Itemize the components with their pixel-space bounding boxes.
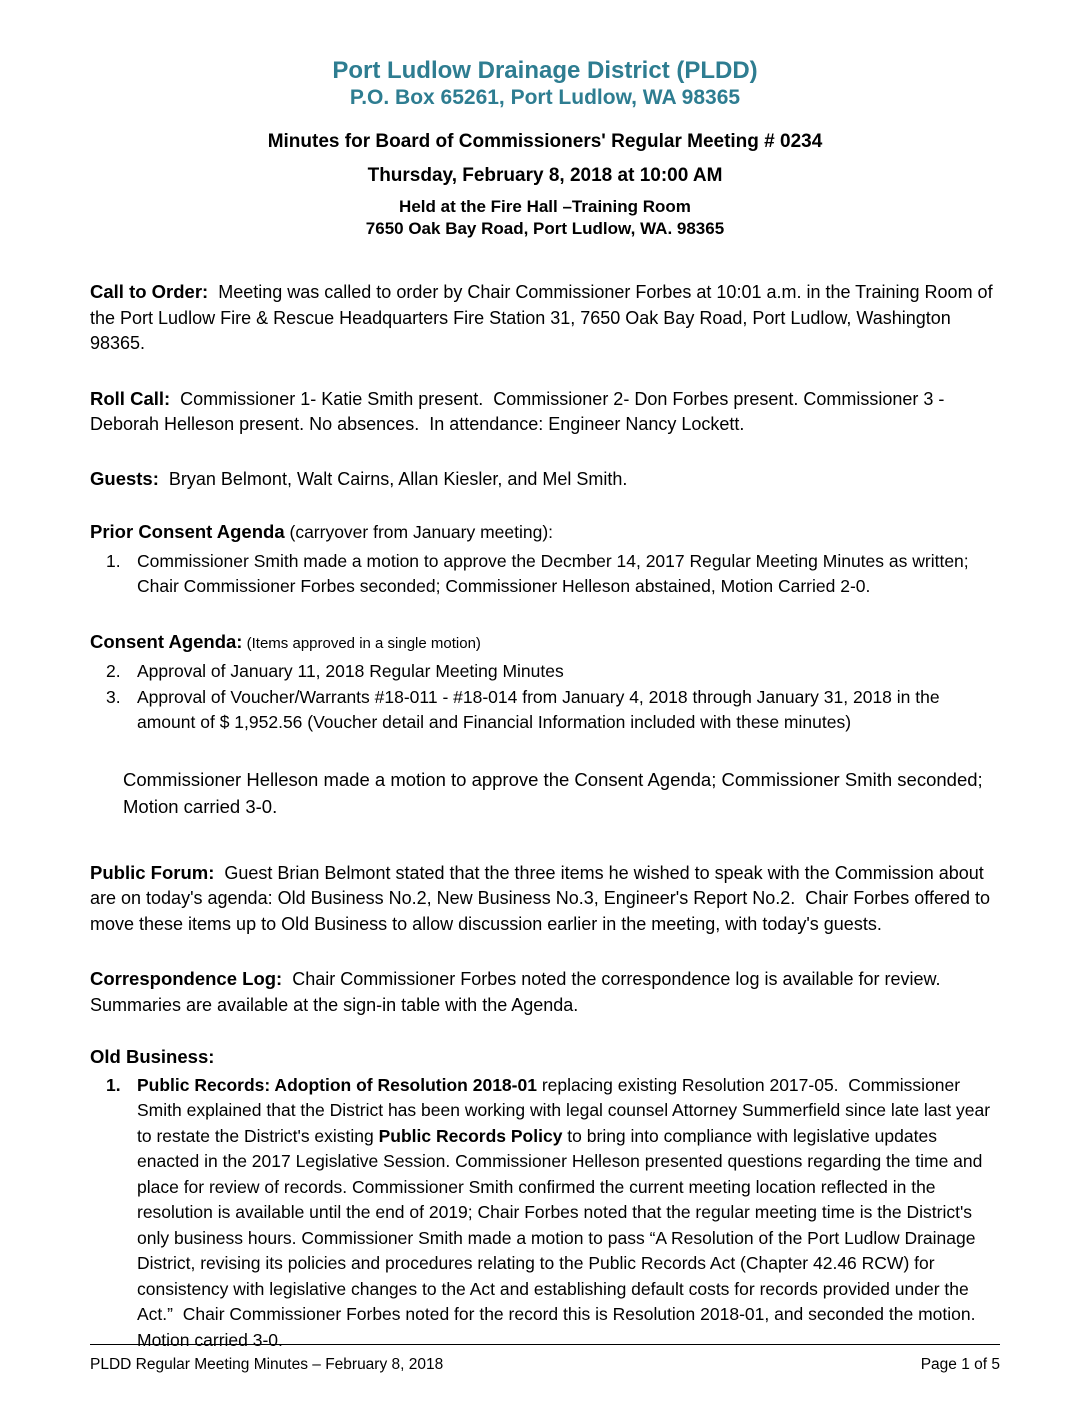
org-address: P.O. Box 65261, Port Ludlow, WA 98365: [349, 86, 741, 109]
guests-text: Bryan Belmont, Walt Cairns, Allan Kiesler, and Mel Smith.: [158, 468, 628, 489]
old-business-list: [90, 1073, 1000, 1354]
footer-left-text: PLDD Regular Meeting Minutes – February 8, 2018: [90, 1356, 444, 1373]
call-to-order-text: Meeting was called to order by Chair Commissioner Forbes at 10:01 a.m. in the Training Room of the Port Ludlow Fire & Rescue Headquarters Fire Station 31, 7650 Oak Bay Road, Port Ludlow, Washington 98365.: [90, 282, 998, 353]
old-business-label: Old Business:: [90, 1046, 215, 1067]
consent-agenda-label-suffix: (Items approved in a single motion): [242, 634, 481, 652]
call-to-order-label: Call to Order:: [90, 281, 209, 302]
list-item-number: 3.: [106, 686, 121, 707]
correspondence-log-text: Chair Commissioner Forbes noted the correspondence log is available for review. Summaries are available at the sign-in table with the Agenda.: [90, 969, 946, 1015]
old-business-heading: [90, 1044, 1000, 1071]
section-guests: [90, 466, 1000, 493]
org-name: Port Ludlow Drainage District (PLDD): [332, 57, 758, 84]
list-item: [106, 659, 1000, 685]
document-header: [90, 56, 1000, 239]
old-business-item-text-a: replacing existing Resolution 2017-05. Commissioner Smith explained that the District has been working with legal counsel Attorney Summerfield since late last year to restate the District's existing: [137, 1074, 995, 1146]
footer-page-number: Page 1 of 5: [920, 1356, 1000, 1373]
section-correspondence-log: [90, 966, 1000, 1018]
prior-consent-agenda-label-suffix: (carryover from January meeting):: [284, 522, 554, 542]
list-item-text: Commissioner Smith made a motion to approve the Decmber 14, 2017 Regular Meeting Minutes as written; Chair Commissioner Forbes seconded; Commissioner Helleson abstained, Motion Carried 2-0.: [137, 550, 974, 596]
consent-agenda-label: Consent Agenda:: [90, 630, 243, 652]
document-footer: [90, 1344, 1000, 1374]
list-item: [106, 549, 1000, 600]
consent-agenda-list: [90, 659, 1000, 736]
meeting-datetime: Thursday, February 8, 2018 at 10:00 AM: [367, 165, 723, 186]
meeting-location-line1: Held at the Fire Hall –Training Room: [399, 197, 691, 216]
public-forum-text: Guest Brian Belmont stated that the three items he wished to speak with the Commission about are on today's agenda: Old Business No.2, New Business No.3, Engineer's Report No.2. Chair Forbes offered to move these items up to Old Business to allow discussion earlier in the meeting, with today's guests.: [90, 862, 996, 934]
prior-consent-agenda-list: [90, 549, 1000, 600]
consent-agenda-motion-text: Commissioner Helleson made a motion to approve the Consent Agenda; Commissioner Smith seconded; Motion carried 3-0.: [123, 768, 988, 817]
list-item-text: Approval of January 11, 2018 Regular Meeting Minutes: [137, 661, 564, 681]
old-business-item-text-b: to bring into compliance with legislative updates enacted in the 2017 Legislative Session. Commissioner Helleson presented questions regarding the time and place for review of records. Commissioner Smith confirmed the current meeting location reflected in the resolution is available until the end of 2019; Chair Forbes noted that the regular meeting time is the District's only business hours. Commissioner Smith made a motion to pass “A Resolution of the Port Ludlow Drainage District, revising its policies and procedures relating to the Public Records Act (Chapter 42.46 RCW) for consistency with legislative changes to the Act and establishing default costs for records provided under the Act.” Chair Commissioner Forbes noted for the record this is Resolution 2018-01, and seconded the motion. Motion carried 3-0.: [137, 1125, 988, 1350]
section-public-forum: [90, 860, 1000, 938]
list-item-number: 2.: [106, 661, 121, 681]
list-item-number: 1.: [106, 550, 121, 571]
section-roll-call: [90, 386, 1000, 438]
section-call-to-order: [90, 279, 1000, 357]
list-item: [106, 685, 1000, 736]
prior-consent-agenda-heading: [90, 519, 1000, 546]
old-business-item-bold-mid: Public Records Policy: [378, 1125, 563, 1146]
section-old-business: [90, 1044, 1000, 1353]
public-forum-label: Public Forum:: [90, 861, 215, 883]
list-item: [106, 1073, 1000, 1354]
prior-consent-agenda-label: Prior Consent Agenda: [90, 521, 285, 542]
correspondence-log-label: Correspondence Log:: [90, 968, 283, 989]
consent-agenda-heading: [90, 629, 1000, 657]
list-item-text: Approval of Voucher/Warrants #18-011 - #18-014 from January 4, 2018 through January 31, 2018 in the amount of $ 1,952.56 (Voucher detail and Financial Information included with these minutes): [137, 686, 945, 732]
section-consent-agenda: [90, 629, 1000, 820]
roll-call-text: Commissioner 1- Katie Smith present. Commissioner 2- Don Forbes present. Commissioner 3 -Deborah Helleson present. No absences. In attendance: Engineer Nancy Lockett.: [90, 388, 945, 434]
section-prior-consent-agenda: [90, 519, 1000, 600]
guests-label: Guests:: [90, 467, 159, 489]
list-item-number: 1.: [106, 1074, 121, 1095]
meeting-title: Minutes for Board of Commissioners' Regular Meeting # 0234: [267, 131, 823, 152]
meeting-location-line2: 7650 Oak Bay Road, Port Ludlow, WA. 98365: [365, 219, 725, 238]
roll-call-label: Roll Call:: [90, 387, 171, 409]
list-item-text: [137, 1073, 1000, 1354]
old-business-item-bold-lead: Public Records: Adoption of Resolution 2018-01: [137, 1074, 537, 1095]
